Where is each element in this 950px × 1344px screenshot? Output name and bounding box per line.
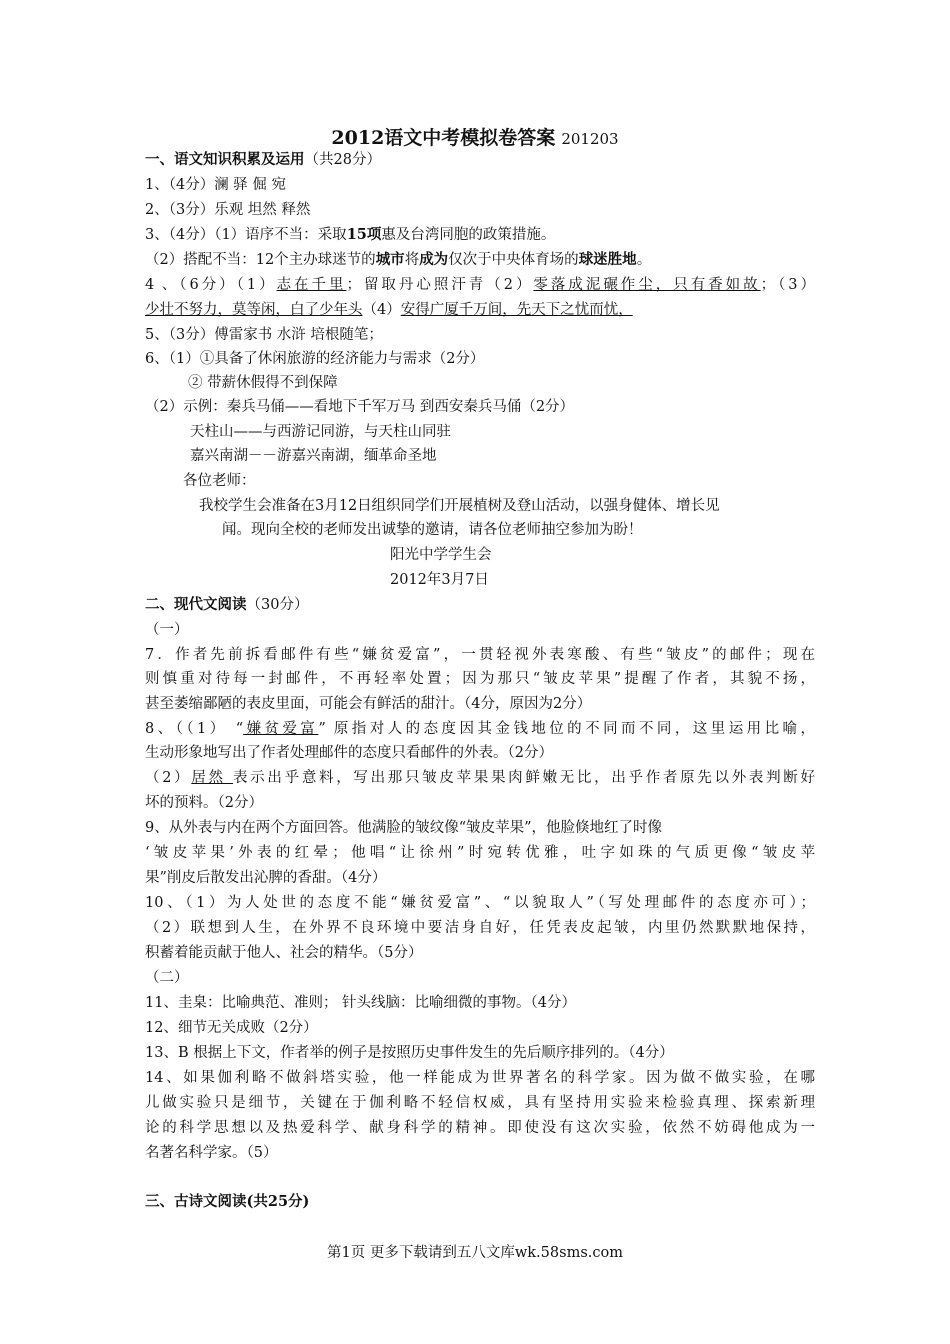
answer-q4-line1 xyxy=(145,273,815,297)
q3b-text: （2）搭配不当：12个主办球迷节的 xyxy=(145,252,376,268)
page-footer: 第1页 更多下载请到五八文库wk.58sms.com xyxy=(327,1245,623,1261)
letter-body-line1: 我校学生会准备在3月12日组织同学们开展植树及登山活动，以强身健体、增长见 xyxy=(199,498,720,514)
letter-body-line2: 闻。现向全校的老师发出诚挚的邀请，请各位老师抽空参加为盼！ xyxy=(222,522,643,538)
q4-text: 4 、（6分）（1） xyxy=(145,277,277,293)
answer-q8-line2: 生动形象地写出了作者处理邮件的态度只看邮件的外表。（2分） xyxy=(145,745,553,761)
answer-q7-line1: 7．作者先前拆看邮件有些“嫌贫爱富”，一贯轻视外表寒酸、有些“皱皮”的邮件；现在 xyxy=(145,647,815,663)
answer-q2: 2、（3分）乐观 坦然 释然 xyxy=(145,202,311,218)
q3b-bold-3: 球迷胜地 xyxy=(578,251,637,268)
q8a-underline: 嫌贫爱富 xyxy=(243,721,319,737)
answer-q9-line1: 9、从外表与内在两个方面回答。他满脸的皱纹像“皱皮苹果”，他脸倏地红了时像 xyxy=(145,820,663,836)
answer-q14-line3: 论的科学思想以及热爱科学、献身科学的精神。即使没有这次实验，依然不妨碍他成为一 xyxy=(145,1120,815,1136)
answer-q14-line4: 名著名科学家。（5） xyxy=(145,1145,278,1161)
answer-q6-a: 6、（1）①具备了休闲旅游的经济能力与需求（2分） xyxy=(145,351,485,367)
section-1-title: 一、语文知识积累及运用 xyxy=(145,151,305,168)
q4-underline-2: 零落成泥碾作尘，只有香如故 xyxy=(533,277,761,293)
letter-signature: 阳光中学学生会 xyxy=(390,547,492,563)
answer-q12: 12、细节无关成败（2分） xyxy=(145,1020,318,1036)
q8a-text-end: ” 原指对人的态度因其金钱地位的不同而不同，这里运用比喻， xyxy=(318,721,815,737)
answer-q14-line1: 14、如果伽利略不做斜塔实验，他一样能成为世界著名的科学家。因为做不做实验，在哪 xyxy=(145,1070,815,1086)
answer-q4-line2 xyxy=(145,298,815,322)
answer-q7-line2: 则慎重对待每一封邮件，不再轻率处置；因为那只“皱皮苹果”提醒了作者，其貌不扬， xyxy=(145,671,815,687)
q8c-underline: 居然 xyxy=(191,770,234,786)
answer-q10-line2: （2）联想到人生，在外界不良环境中要洁身自好，任凭表皮起皱，内里仍然默默地保持， xyxy=(145,920,815,936)
answer-q3-part1 xyxy=(145,223,815,247)
letter-greeting: 各位老师： xyxy=(183,473,256,489)
section-2-heading xyxy=(145,593,815,617)
q3a-text: 3、（4分）（1）语序不当：采取 xyxy=(145,227,347,243)
section-2-score: （30分） xyxy=(246,597,309,613)
q4-underline-4: 安得广厦千万间，先天下之忧而忧， xyxy=(400,302,633,318)
q3b-bold-2: 成为 xyxy=(419,251,449,268)
part-1-label: （一） xyxy=(145,622,189,638)
section-3-heading: 三、古诗文阅读(共25分) xyxy=(145,1193,310,1210)
answer-q7-line3: 甚至萎缩鄙陋的表皮里面，可能会有鲜活的甜汁。（4分，原因为2分） xyxy=(145,696,592,712)
q3b-text-end: 。 xyxy=(636,252,652,268)
q8a-text: 8、（（1） “ xyxy=(145,721,244,737)
q3b-text-mid1: 将 xyxy=(404,252,420,268)
answer-q8-line1 xyxy=(145,717,815,741)
answer-q5: 5、（3分）傅雷家书 水浒 培根随笔； xyxy=(145,327,383,343)
q3a-text-end: 惠及台湾同胞的政策措施。 xyxy=(381,227,556,243)
answer-q14-line2: 儿做实验只是细节，关键在于伽利略不轻信权威，具有坚持用实验来检验真理、探索新理 xyxy=(145,1095,815,1111)
answer-q10-line1: 10、（1）为人处世的态度不能“嫌贫爱富”、“以貌取人”（写处理邮件的态度亦可）； xyxy=(145,895,815,911)
answer-q9-line3: 果”削皮后散发出沁脾的香甜。（4分） xyxy=(145,870,387,886)
title-main: 2012语文中考模拟卷答案 xyxy=(331,127,556,149)
answer-q8-line4: 坏的预料。（2分） xyxy=(145,795,263,811)
q3b-bold-1: 城市 xyxy=(375,251,405,268)
answer-q3-part2 xyxy=(145,248,815,272)
answer-q6-c: （2）示例：秦兵马俑——看地下千军万马 到西安秦兵马俑（2分） xyxy=(145,399,575,415)
answer-q1: 1、（4分）澜 驿 倔 宛 xyxy=(145,177,287,193)
answer-q8-line3 xyxy=(145,766,815,790)
q4-text-mid2: ；（3） xyxy=(760,277,815,293)
q4-text-mid3: （4） xyxy=(362,302,401,318)
q3a-bold: 15项 xyxy=(346,226,382,243)
q8c-text-end: 表示出乎意料，写出那只皱皮苹果果肉鲜嫩无比，出乎作者原先以外表判断好 xyxy=(233,770,816,786)
q3b-text-mid2: 仅次于中央体育场的 xyxy=(448,252,579,268)
answer-q6-e: 嘉兴南湖－－游嘉兴南湖，缅革命圣地 xyxy=(190,448,437,464)
answer-q6-b: ② 带薪休假得不到保障 xyxy=(188,375,338,391)
answer-q13: 13、B 根据上下文，作者举的例子是按照历史事件发生的先后顺序排列的。（4分） xyxy=(145,1045,674,1061)
title-code: 201203 xyxy=(561,130,619,148)
letter-date: 2012年3月7日 xyxy=(390,572,489,588)
q4-underline-3: 少壮不努力，莫等闲，白了少年头 xyxy=(145,302,363,318)
part-2-label: （二） xyxy=(145,970,189,986)
answer-q11: 11、圭臬：比喻典范、准则； 针头线脑：比喻细微的事物。（4分） xyxy=(145,995,577,1011)
section-1-score: （共28分） xyxy=(304,152,381,168)
section-2-title: 二、现代文阅读 xyxy=(145,596,247,613)
q4-underline-1: 志在千里 xyxy=(276,277,347,293)
answer-q9-line2: ‘皱皮苹果’外表的红晕；他唱“让徐州”时宛转优雅，吐字如珠的气质更像“皱皮苹 xyxy=(145,845,815,861)
answer-q10-line3: 积蓄着能贡献于他人、社会的精华。（5分） xyxy=(145,945,423,961)
q8c-text: （2） xyxy=(145,770,192,786)
q4-text-mid1: ；留取丹心照汗青（2） xyxy=(346,277,534,293)
section-1-heading xyxy=(145,148,815,172)
answer-q6-d: 天柱山——与西游记同游，与天柱山同驻 xyxy=(190,424,451,440)
